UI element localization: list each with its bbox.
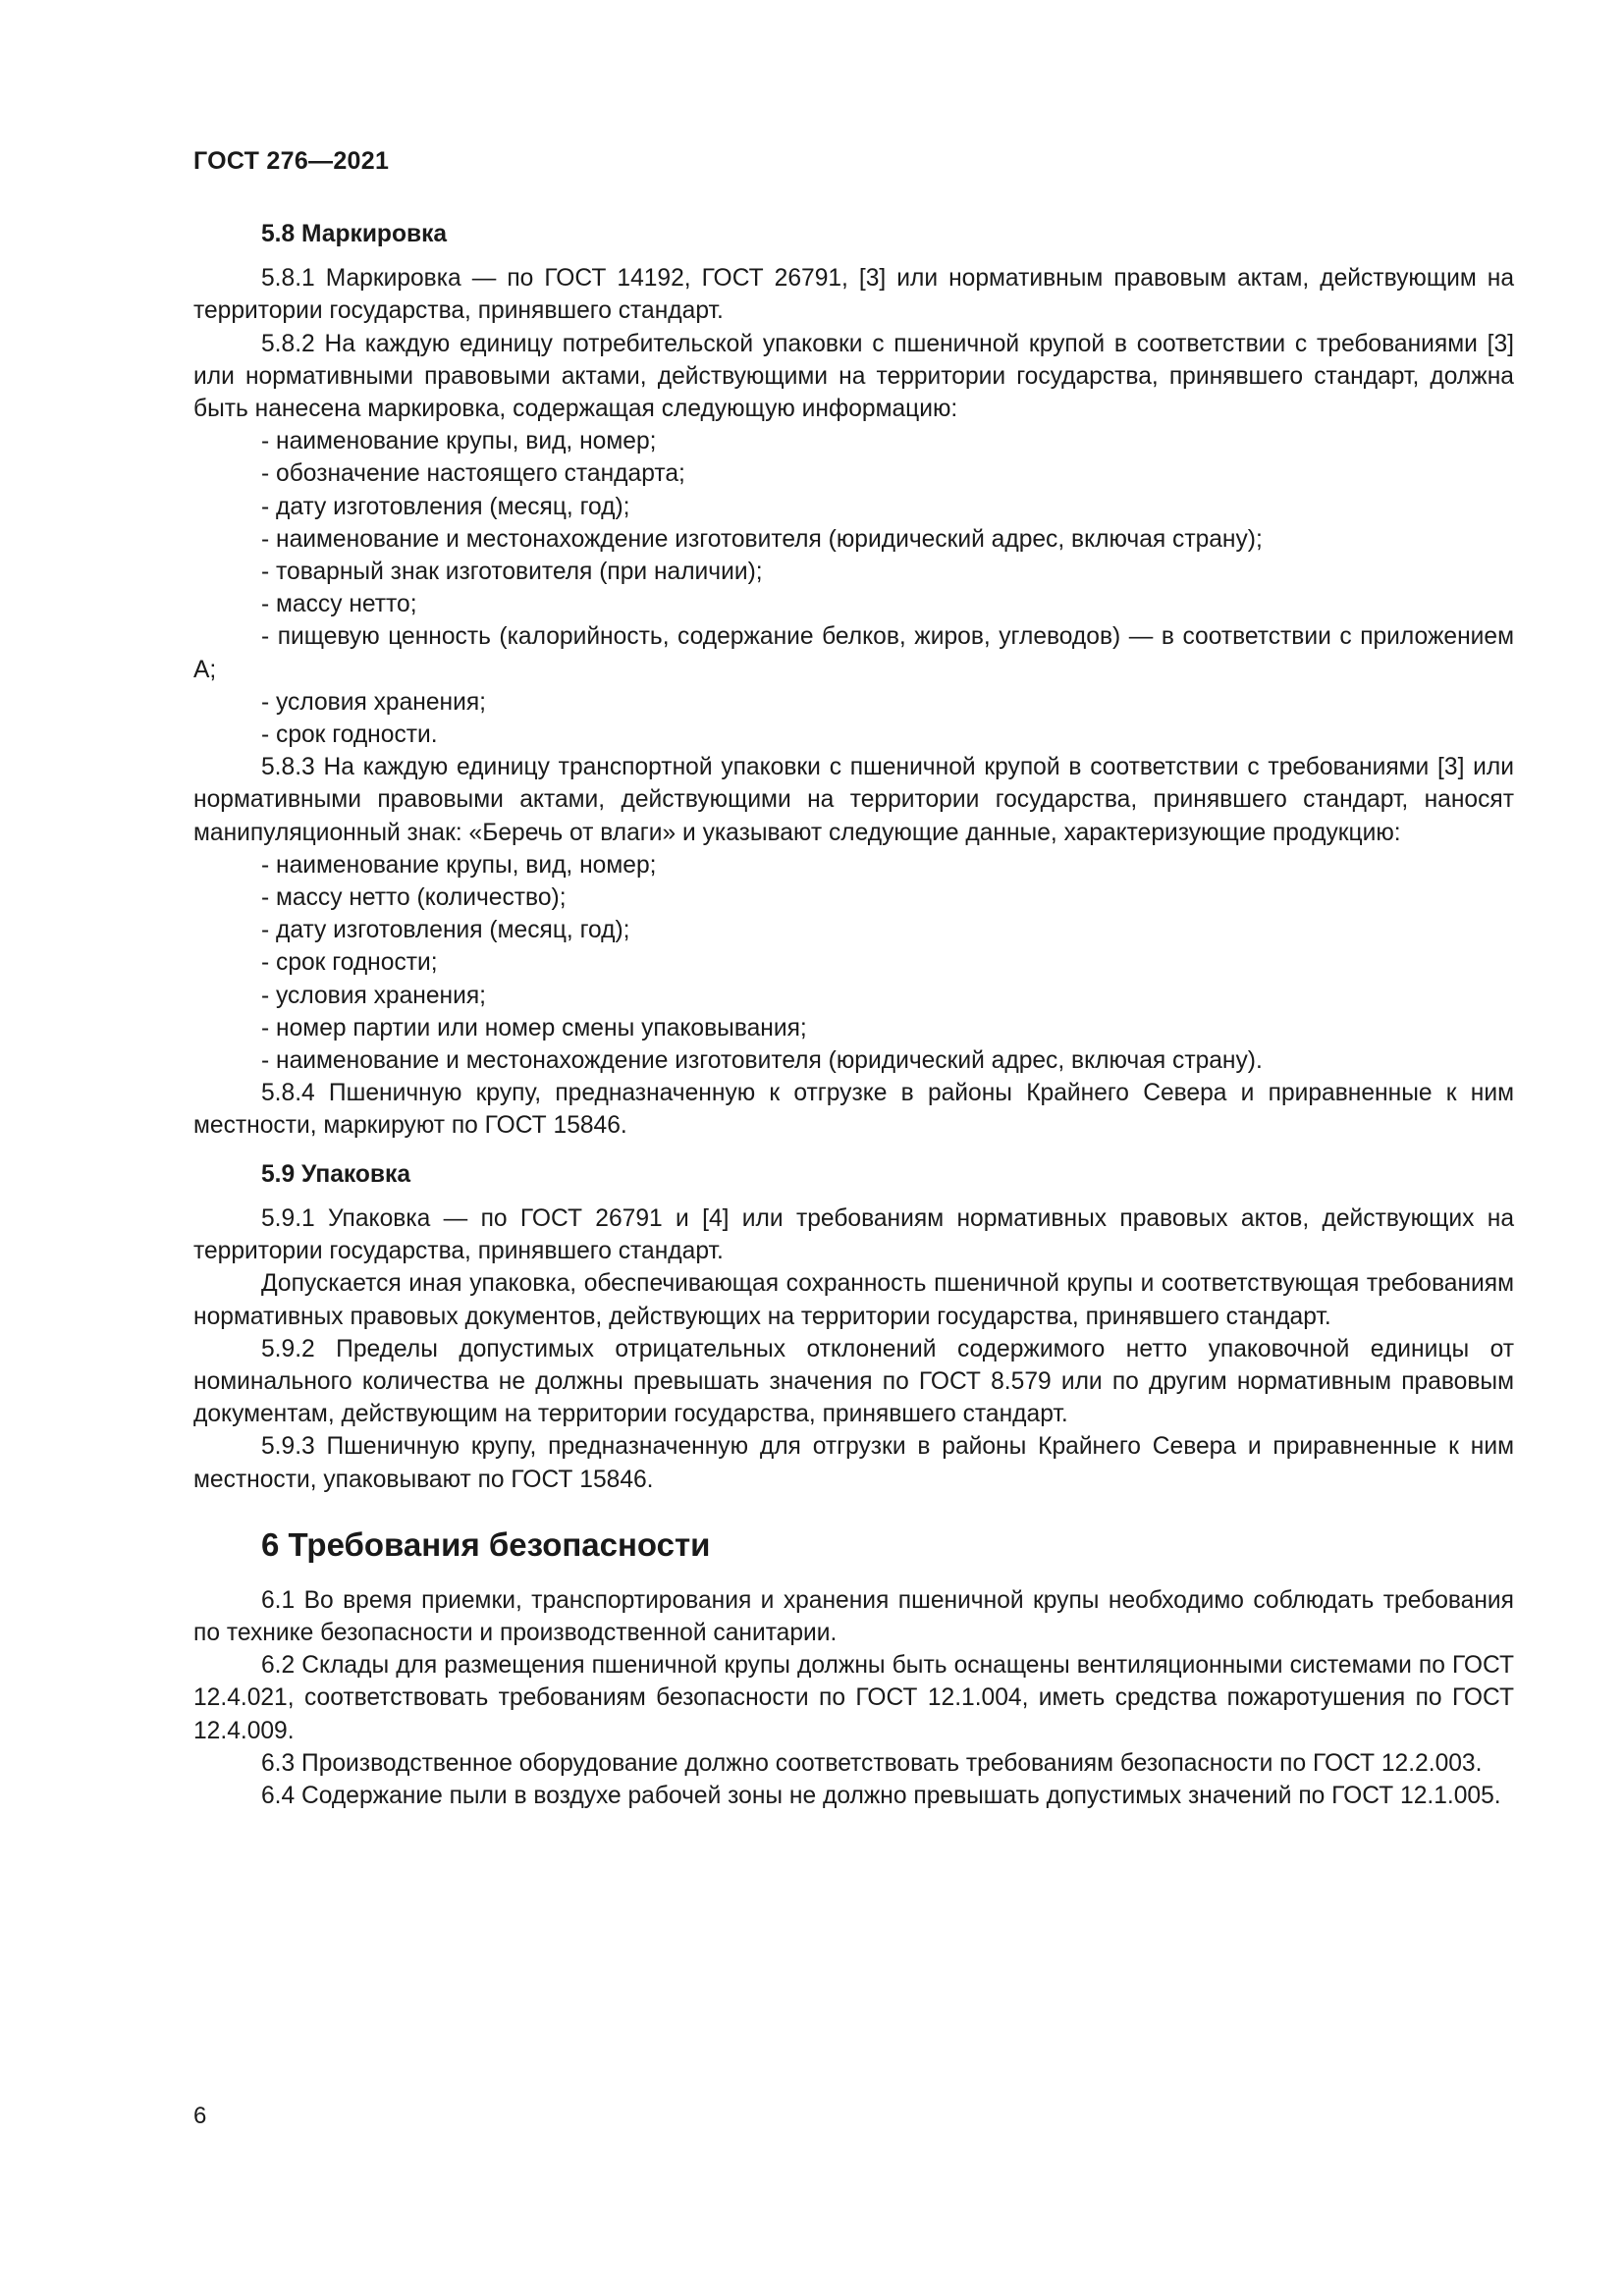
paragraph-5-8-1: 5.8.1 Маркировка — по ГОСТ 14192, ГОСТ 26791, [3] или нормативным правовым актам, действующим на территории государства, принявшего стандарт. — [193, 265, 1514, 325]
document-code: ГОСТ 276—2021 — [193, 147, 390, 175]
list-item: - наименование и местонахождение изготовителя (юридический адрес, включая страну). — [261, 1047, 1263, 1075]
list-item: - массу нетто; — [261, 591, 417, 618]
paragraph-6-1: 6.1 Во время приемки, транспортирования и хранения пшеничной крупы необходимо соблюдать требования по технике безопасности и производственной санитарии. — [193, 1586, 1514, 1646]
list-item: - номер партии или номер смены упаковывания; — [261, 1014, 807, 1041]
paragraph-6-2: 6.2 Склады для размещения пшеничной крупы должны быть оснащены вентиляционными системами по ГОСТ 12.4.021, соответствовать требованиям безопасности по ГОСТ 12.1.004, иметь средства пожаротушения по ГОСТ 12.4.009. — [193, 1652, 1514, 1744]
list-item: - наименование и местонахождение изготовителя (юридический адрес, включая страну); — [261, 525, 1263, 553]
list-item: - срок годности. — [261, 721, 438, 749]
list-item: - срок годности; — [261, 949, 438, 977]
section-heading-5-9: 5.9 Упаковка — [261, 1160, 411, 1188]
paragraph-5-9-2: 5.9.2 Пределы допустимых отрицательных отклонений содержимого нетто упаковочной единицы от номинального количества не должны превышать значения по ГОСТ 8.579 или по другим нормативным правовым документам, действующим на территории государства, принявшего стандарт. — [193, 1335, 1514, 1428]
list-item: - обозначение настоящего стандарта; — [261, 460, 685, 488]
paragraph-5-8-2: 5.8.2 На каждую единицу потребительской упаковки с пшеничной крупой в соответствии с требованиями [3] или нормативными правовыми актами, действующими на территории государства, принявшего стандарт, должна быть нанесена маркировка, содержащая следующую информацию: — [193, 330, 1514, 423]
page-number: 6 — [193, 2103, 207, 2129]
list-item: - дату изготовления (месяц, год); — [261, 917, 630, 944]
paragraph-5-9-1-note: Допускается иная упаковка, обеспечивающая сохранность пшеничной крупы и соответствующая требованиям нормативных правовых документов, действующих на территории государства, принявшего стандарт. — [193, 1270, 1514, 1330]
paragraph-6-4: 6.4 Содержание пыли в воздухе рабочей зоны не должно превышать допустимых значений по ГОСТ 12.1.005. — [261, 1782, 1501, 1809]
list-item: - условия хранения; — [261, 688, 486, 716]
list-item: - наименование крупы, вид, номер; — [261, 428, 657, 455]
list-item: - пищевую ценность (калорийность, содержание белков, жиров, углеводов) — в соответствии с приложением А; — [193, 623, 1514, 683]
section-heading-5-8: 5.8 Маркировка — [261, 221, 448, 247]
paragraph-5-9-1: 5.9.1 Упаковка — по ГОСТ 26791 и [4] или требованиям нормативных правовых актов, действующих на территории государства, принявшего стандарт. — [193, 1204, 1514, 1265]
list-item: - товарный знак изготовителя (при наличии); — [261, 559, 763, 586]
list-consumer-marking — [193, 425, 1514, 751]
paragraph-6-3: 6.3 Производственное оборудование должно соответствовать требованиям безопасности по ГОСТ 12.2.003. — [261, 1749, 1483, 1777]
paragraph-5-8-4: 5.8.4 Пшеничную крупу, предназначенную к отгрузке в районы Крайнего Севера и приравненные к ним местности, маркируют по ГОСТ 15846. — [193, 1080, 1514, 1140]
list-item: - наименование крупы, вид, номер; — [261, 851, 657, 879]
section-heading-6: 6 Требования безопасности — [261, 1525, 711, 1563]
list-item: - условия хранения; — [261, 982, 486, 1009]
list-item: - дату изготовления (месяц, год); — [261, 493, 630, 520]
paragraph-5-8-3: 5.8.3 На каждую единицу транспортной упаковки с пшеничной крупой в соответствии с требованиями [3] или нормативными правовыми актами, действующими на территории государства, принявшего стандарт, наносят манипуляционный знак: «Беречь от влаги» и указывают следующие данные, характеризующие продукцию: — [193, 754, 1514, 846]
list-item: - массу нетто (количество); — [261, 884, 567, 912]
paragraph-5-9-3: 5.9.3 Пшеничную крупу, предназначенную для отгрузки в районы Крайнего Севера и приравненные к ним местности, упаковывают по ГОСТ 15846. — [193, 1433, 1514, 1493]
list-transport-marking — [193, 849, 1514, 1077]
page-content — [193, 218, 1514, 1812]
